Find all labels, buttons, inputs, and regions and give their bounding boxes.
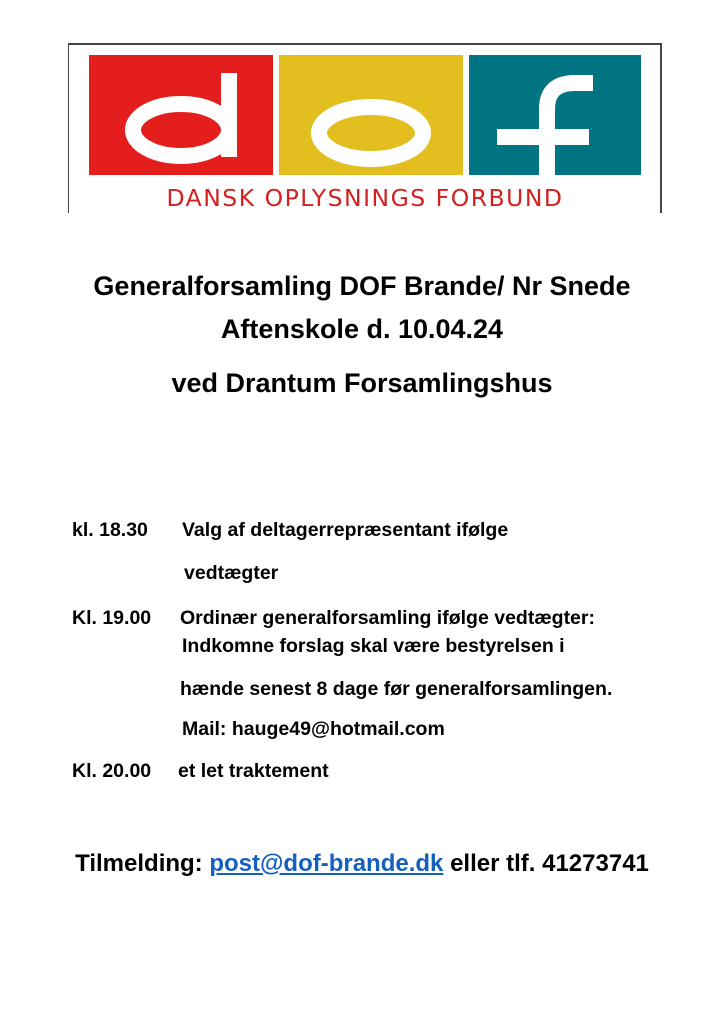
program-text-1: Valg af deltagerrepræsentant ifølge [182, 519, 509, 541]
program-text-1-cont: vedtægter [184, 562, 279, 584]
program-time-3: Kl. 20.00 [72, 760, 152, 782]
program-time-2: Kl. 19.00 [72, 607, 152, 629]
program-mail-line: Mail: hauge49@hotmail.com [182, 718, 445, 740]
program-text-2-cont-2: hænde senest 8 dage før generalforsamlingen. [180, 678, 613, 700]
registration-phone: eller tlf. 41273741 [450, 850, 649, 877]
title-line-1: Generalforsamling DOF Brande/ Nr Snede [93, 271, 631, 301]
logo-subtitle: DANSK OPLYSNINGS FORBUND [166, 184, 564, 212]
registration-email-link[interactable]: post@dof-brande.dk [209, 850, 444, 877]
logo-d-stem [221, 73, 237, 157]
title-line-2: Aftenskole d. 10.04.24 [220, 314, 504, 344]
dof-logo [68, 43, 662, 213]
program-text-2: Ordinær generalforsamling ifølge vedtægter: [180, 607, 595, 629]
program-time-1: kl. 18.30 [72, 519, 148, 541]
program-text-3: et let traktement [178, 760, 329, 782]
title-line-3: ved Drantum Forsamlingshus [171, 368, 553, 398]
program-text-2-cont-1: Indkomne forslag skal være bestyrelsen i [182, 635, 565, 657]
registration-line [0, 848, 724, 880]
registration-label: Tilmelding: [75, 850, 203, 877]
dof-logo-graphic [69, 45, 661, 213]
logo-f-crossbar [497, 129, 589, 145]
